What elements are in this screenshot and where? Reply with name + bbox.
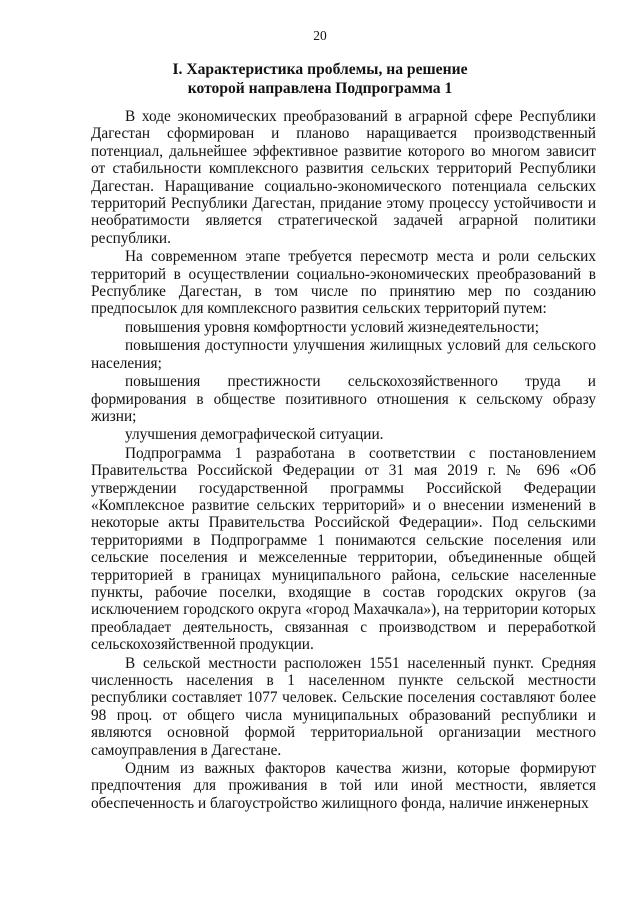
paragraph-rural-settlements: В сельской местности расположен 1551 населенный пункт. Средняя численность населения в 1 населенном пункте сельской местности республики составляет 1077 человек. Сельские поселения составляют более 98 проц. от общего числа муниципальных образований республики и являются основной формой территориальной организации местного самоуправления в Дагестане. [91,654,596,759]
heading-line-2: которой направлена Подпрограмма 1 [187,80,453,97]
page-number: 20 [313,28,327,43]
section-heading [60,60,580,98]
heading-line-1: I. Характеристика проблемы, на решение [172,61,468,78]
list-item-comfort: повышения уровня комфортности условий жизнедеятельности; [125,318,539,336]
paragraph-intro: В ходе экономических преобразований в аграрной сфере Республики Дагестан сформирован и планово наращивается производственный потенциал, дальнейшее эффективное развитие которого во многом зависит от стабильности комплексного развития сельских территорий Республики Дагестан. Наращивание социально-экономического потенциала сельских территорий Республики Дагестан, придание этому процессу устойчивости и необратимости является стратегической задачей аграрной политики республики. [91,108,596,247]
list-item-demography: улучшения демографической ситуации. [125,426,384,444]
document-body [91,108,596,812]
paragraph-quality-of-life: Одним из важных факторов качества жизни, которые формируют предпочтения для проживания в той или иной местности, является обеспеченность и благоустройство жилищного фонда, наличие инженерных [91,760,596,812]
list-item-prestige: повышения престижности сельскохозяйственного труда и формирования в обществе позитивного отношения к сельскому образу жизни; [91,373,596,425]
paragraph-current-stage: На современном этапе требуется пересмотр места и роли сельских территорий в осуществлении социально-экономических преобразований в Республике Дагестан, в том числе по принятию мер по созданию предпосылок для комплексного развития сельских территорий путем: [91,248,596,318]
list-item-housing: повышения доступности улучшения жилищных условий для сельского населения; [91,337,596,372]
paragraph-subprogram-basis: Подпрограмма 1 разработана в соответствии с постановлением Правительства Российской Федерации от 31 мая 2019 г. № 696 «Об утверждении государственной программы Российской Федерации «Комплексное развитие сельских территорий» и о внесении изменений в некоторые акты Правительства Российской Федерации». Под сельскими территориями в Подпрограмме 1 понимаются сельские поселения или сельские поселения и межселенные территории, объединенные общей территорией в границах муниципального района, сельские населенные пункты, рабочие поселки, входящие в состав городских округов (за исключением городского округа «город Махачкала»), на территории которых преобладает деятельность, связанная с производством и переработкой сельскохозяйственной продукции. [91,444,596,654]
